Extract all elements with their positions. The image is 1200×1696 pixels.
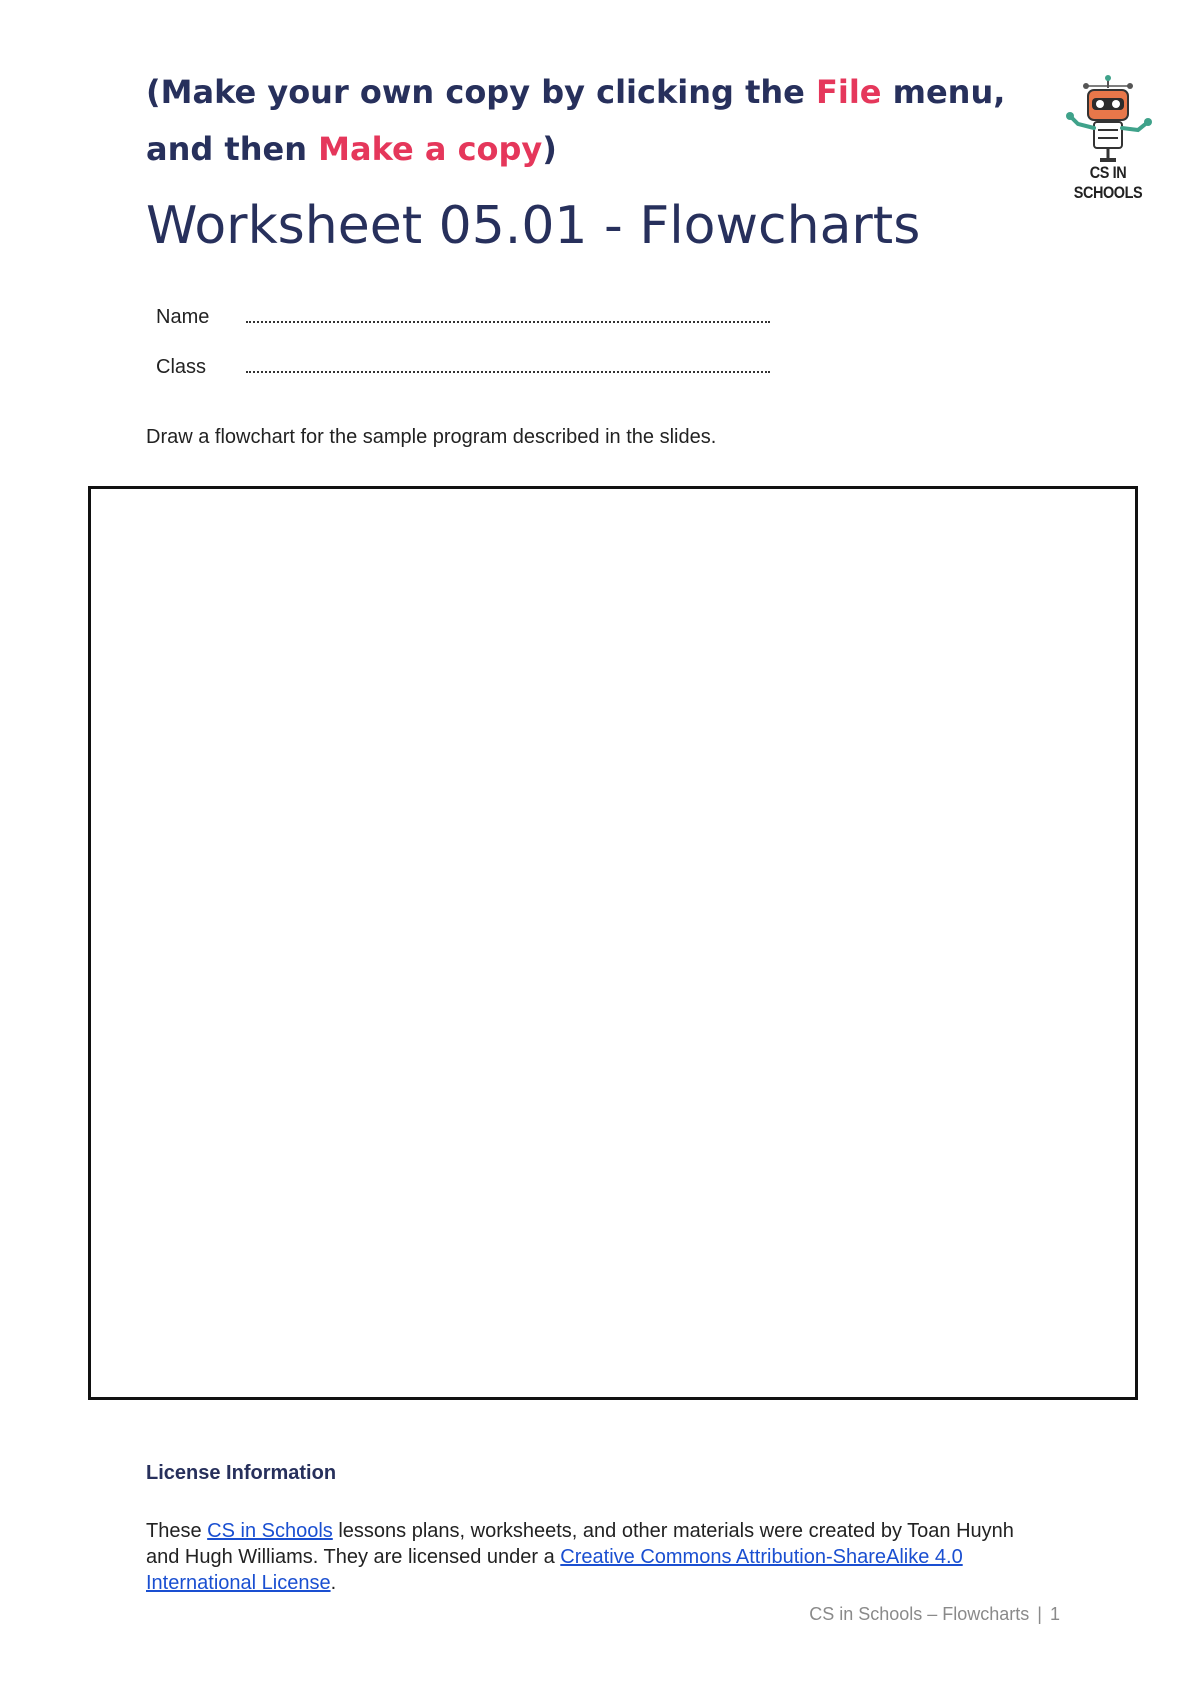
license-text-part-3: . — [330, 1572, 337, 1594]
license-text — [146, 1518, 1046, 1596]
make-copy-highlight: Make a copy — [318, 130, 543, 168]
creative-commons-license-link[interactable]: Creative Commons Attribution-ShareAlike 4.0 International License — [146, 1546, 963, 1594]
name-dotted-line[interactable] — [246, 321, 770, 323]
class-field-row — [156, 356, 770, 379]
license-heading: License Information — [146, 1462, 337, 1484]
file-menu-highlight: File — [815, 73, 882, 111]
footer-separator: | — [1037, 1604, 1042, 1624]
instruction-part-1: (Make your own copy by clicking the — [146, 73, 816, 111]
page-title: Worksheet 05.01 - Flowcharts — [146, 196, 921, 256]
task-instruction: Draw a flowchart for the sample program described in the slides. — [146, 426, 717, 448]
class-label: Class — [156, 356, 207, 378]
license-text-part-1: These — [146, 1520, 208, 1542]
footer-text: CS in Schools – Flowcharts — [809, 1604, 1030, 1624]
license-text-part-2: lessons plans, worksheets, and other materials were created by Toan Huynh and Hugh Williams. They are licensed under a — [146, 1520, 1014, 1568]
cs-in-schools-link[interactable]: CS in Schools — [207, 1520, 333, 1542]
name-label: Name — [156, 306, 210, 328]
flowchart-drawing-area[interactable] — [88, 486, 1138, 1400]
name-field-row — [156, 306, 770, 329]
class-dotted-line[interactable] — [246, 371, 770, 373]
page-footer — [809, 1604, 1060, 1625]
instruction-part-3: menu, and then — [146, 73, 1006, 168]
logo-text: CS IN SCHOOLS — [1073, 163, 1143, 202]
instruction-part-5: ) — [542, 130, 557, 168]
page-number: 1 — [1049, 1604, 1060, 1624]
copy-instruction — [146, 64, 1046, 178]
